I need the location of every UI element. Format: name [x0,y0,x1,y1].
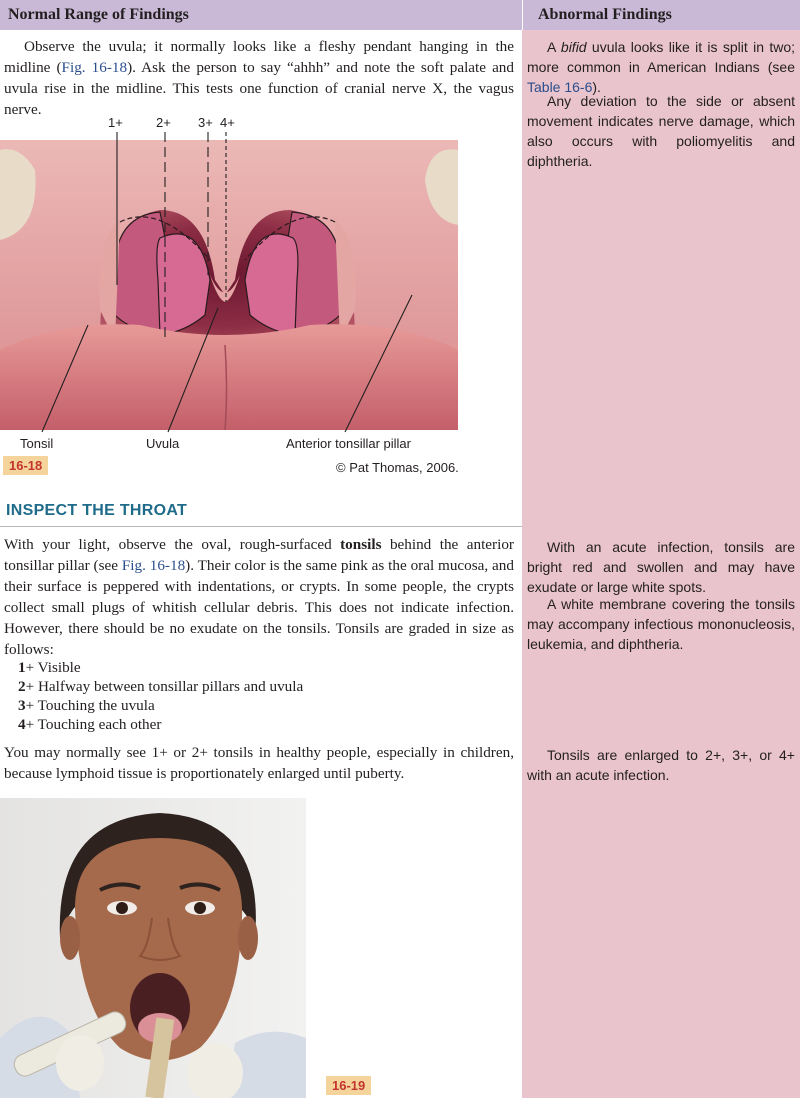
nerve-damage-paragraph: Any deviation to the side or absent movement indicates nerve damage, which also occurs with poliomyelitis and diphtheria. [527,93,795,169]
table-16-6-link[interactable]: Table 16-6 [527,79,593,95]
grade-mark-4: 4+ [220,115,235,130]
grade-text: + Touching each other [25,716,162,733]
grade-text: + Halfway between tonsillar pillars and uvula [25,678,304,695]
tonsil-grade-list [18,658,303,734]
grade-number: 1 [18,659,26,676]
lymphoid-paragraph: You may normally see 1+ or 2+ tonsils in healthy people, especially in children, because lymphoid tissue is proportionately enlarged until puberty. [4,744,514,782]
grade-item [18,715,303,734]
figure-16-18-label: 16-18 [3,456,48,475]
uvula-text-1: Observe the uvula; it normally looks like a fleshy pendant hanging in the midline ( [4,38,514,76]
enlarged-tonsils-paragraph: Tonsils are enlarged to 2+, 3+, or 4+ with an acute infection. [527,747,795,783]
bifid-uvula-paragraph [527,37,795,97]
uvula-paragraph [4,36,514,120]
grade-text: + Visible [25,659,81,676]
normal-findings-heading: Normal Range of Findings [8,6,189,23]
fig-16-18-link[interactable]: Fig. 16-18 [61,59,128,76]
inspect-throat-heading: INSPECT THE THROAT [6,502,188,519]
grade-number: 3 [18,697,26,714]
grade-item [18,696,303,715]
tonsils-text-1: With your light, observe the oval, rough-surfaced [4,536,341,553]
figure-copyright: © Pat Thomas, 2006. [336,460,459,475]
bifid-text-3: ). [592,79,601,95]
bifid-text-1: A [547,39,561,55]
fig-16-18-link-2[interactable]: Fig. 16-18 [121,557,186,574]
white-membrane-paragraph: A white membrane covering the tonsils may accompany infectious mononucleosis, leukemia, and diphtheria. [527,596,795,652]
throat-illustration [0,110,522,480]
grade-number: 2 [18,678,26,695]
tonsils-term: tonsils [340,536,382,553]
uvula-callout: Uvula [146,436,180,451]
section-rule [0,526,522,527]
bifid-term: bifid [560,39,587,55]
figure-16-19-label: 16-19 [326,1076,371,1095]
tonsil-callout: Tonsil [20,436,54,451]
acute-infection-paragraph: With an acute infection, tonsils are bright red and swollen and may have exudate or large white spots. [527,539,795,595]
grade-mark-1: 1+ [108,115,123,130]
grade-text: + Touching the uvula [25,697,155,714]
bifid-text-2: uvula looks like it is split in two; more common in American Indians (see [527,39,795,75]
grade-number: 4 [18,716,26,733]
tonsils-text-3: ). Their color is the same pink as the oral mucosa, and their surface is peppered with indentations, or crypts. In some people, the crypts collect small plugs of whitish cellular debris. This does not indicate infection. However, there should be no exudate on the tonsils. Tonsils are graded in size as follows: [4,557,514,658]
header-divider [522,0,523,30]
anterior-tonsillar-pillar-callout: Anterior tonsillar pillar [286,436,411,451]
grade-item [18,677,303,696]
uvula-text-2: ). Ask the person to say “ahhh” and note the soft palate and uvula rise in the midline. This tests one function of cranial nerve X, the vagus nerve. [4,59,514,118]
grade-mark-3: 3+ [198,115,213,130]
grade-mark-2: 2+ [156,115,171,130]
abnormal-findings-heading: Abnormal Findings [538,6,672,23]
grade-item [18,658,303,677]
tonsils-text-2: behind the anterior tonsillar pillar (see [4,536,514,574]
patient-throat-photo [0,798,306,1098]
tonsils-paragraph [4,534,514,660]
